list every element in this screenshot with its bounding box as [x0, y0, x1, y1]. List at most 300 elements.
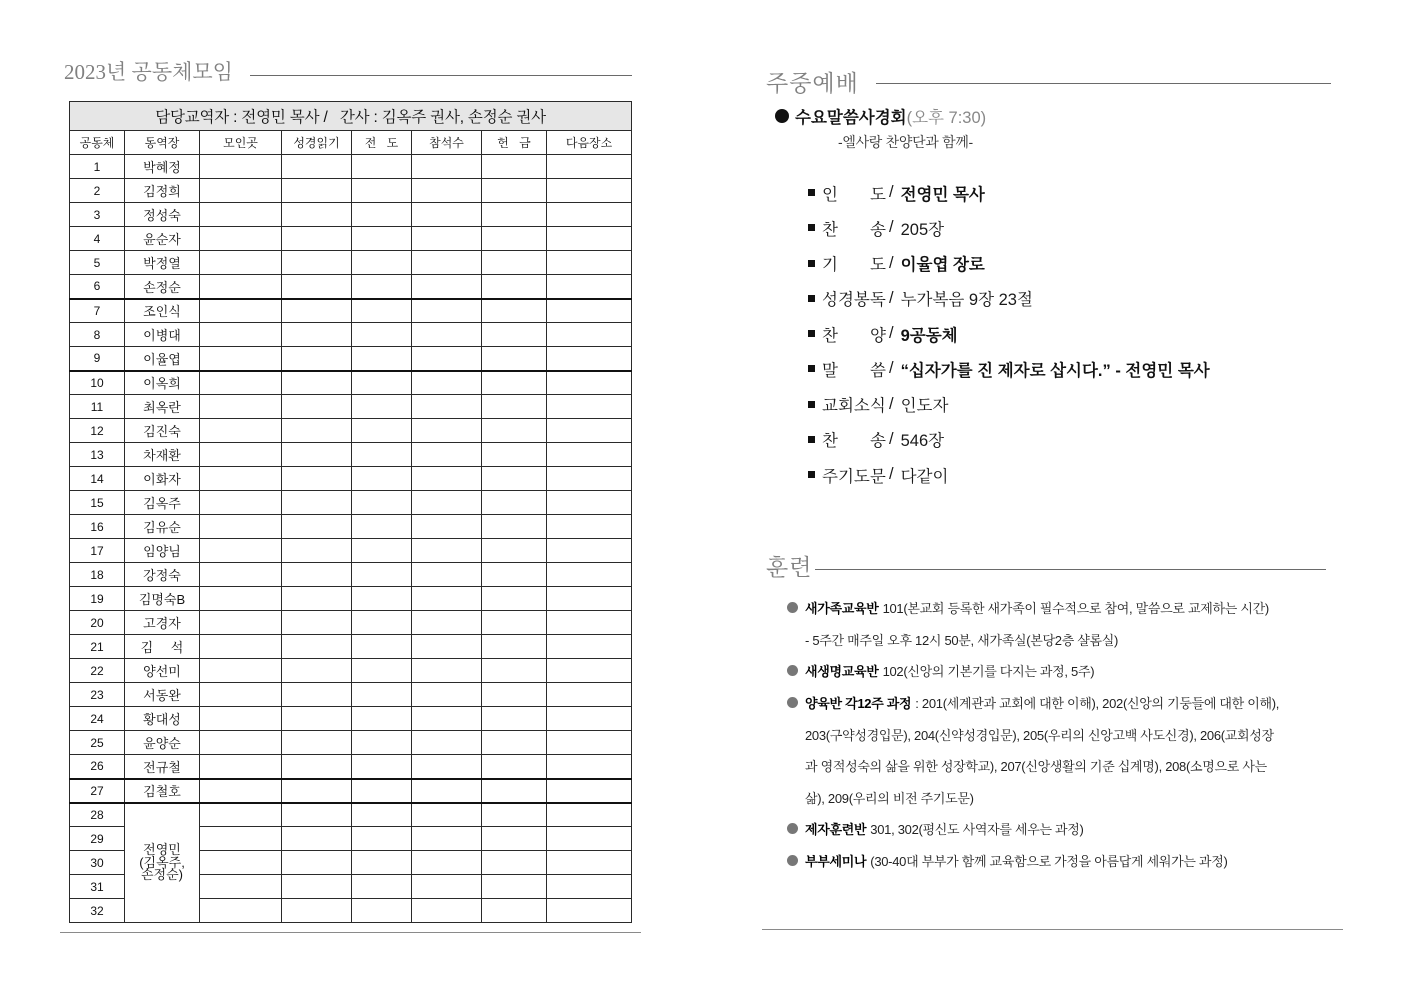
attendance-cell [412, 275, 482, 299]
col-header-evangelism: 전 도 [352, 131, 412, 155]
bible-reading-cell [282, 587, 352, 611]
training-label: 새생명교육반 [805, 664, 879, 680]
table-row [70, 611, 632, 635]
group-number-cell: 15 [70, 491, 125, 515]
next-place-cell [547, 515, 632, 539]
title-rule [250, 75, 632, 76]
table-row [70, 755, 632, 779]
table-row [70, 251, 632, 275]
col-header-group: 공동체 [70, 131, 125, 155]
group-number-cell: 9 [70, 347, 125, 371]
bullet-icon [787, 823, 798, 834]
order-separator: / [889, 394, 894, 413]
evangelism-cell [352, 731, 412, 755]
order-label: 교회소식 [822, 397, 886, 416]
next-place-cell [547, 227, 632, 251]
order-value: “십자가를 진 제자로 삽시다.” - 전영민 목사 [900, 361, 1210, 380]
training-title: 훈련 [766, 555, 813, 580]
attendance-cell [412, 539, 482, 563]
order-value: 인도자 [900, 397, 949, 416]
bible-reading-cell [282, 443, 352, 467]
meeting-place-cell [200, 635, 282, 659]
table-row [70, 731, 632, 755]
group-number-cell: 21 [70, 635, 125, 659]
group-number-cell: 23 [70, 683, 125, 707]
group-number-cell: 5 [70, 251, 125, 275]
attendance-cell [412, 755, 482, 779]
order-separator: / [889, 253, 894, 272]
training-item-new-life [787, 655, 1279, 687]
community-meeting-table [69, 101, 632, 923]
training-item-nurture [787, 687, 1279, 813]
group-number-cell: 14 [70, 467, 125, 491]
next-place-cell [547, 419, 632, 443]
next-place-cell [547, 371, 632, 395]
attendance-cell [412, 731, 482, 755]
evangelism-cell [352, 491, 412, 515]
square-bullet-icon [808, 365, 815, 372]
order-item-prayer [808, 246, 1210, 281]
group-leader-cell: 윤양순 [125, 731, 200, 755]
group-leader-cell: 고경자 [125, 611, 200, 635]
attendance-cell [412, 491, 482, 515]
attendance-cell [412, 395, 482, 419]
group-leader-cell: 김유순 [125, 515, 200, 539]
bible-reading-cell [282, 851, 352, 875]
evangelism-cell [352, 275, 412, 299]
evangelism-cell [352, 875, 412, 899]
bible-reading-cell [282, 323, 352, 347]
order-label: 찬 양 [822, 326, 886, 345]
evangelism-cell [352, 323, 412, 347]
meeting-place-cell [200, 611, 282, 635]
table-row [70, 155, 632, 179]
training-label: 양육반 각12주 과정 [805, 696, 912, 712]
evangelism-cell [352, 611, 412, 635]
order-value: 이율엽 장로 [900, 256, 985, 275]
attendance-cell [412, 851, 482, 875]
evangelism-cell [352, 419, 412, 443]
training-list [787, 592, 1279, 876]
group-number-cell: 24 [70, 707, 125, 731]
evangelism-cell [352, 203, 412, 227]
attendance-cell [412, 515, 482, 539]
col-header-leader: 동역장 [125, 131, 200, 155]
offering-cell [482, 179, 547, 203]
offering-cell [482, 683, 547, 707]
group-number-cell: 31 [70, 875, 125, 899]
evangelism-cell [352, 803, 412, 827]
attendance-cell [412, 251, 482, 275]
evangelism-cell [352, 371, 412, 395]
order-item-announcements [808, 387, 1210, 422]
offering-cell [482, 443, 547, 467]
attendance-cell [412, 419, 482, 443]
offering-cell [482, 587, 547, 611]
group-number-cell: 10 [70, 371, 125, 395]
attendance-cell [412, 611, 482, 635]
order-separator: / [889, 183, 894, 202]
offering-cell [482, 659, 547, 683]
group-number-cell: 2 [70, 179, 125, 203]
table-row [70, 803, 632, 827]
meeting-place-cell [200, 803, 282, 827]
order-item-praise [808, 316, 1210, 351]
square-bullet-icon [808, 471, 815, 478]
offering-cell [482, 491, 547, 515]
bible-reading-cell [282, 563, 352, 587]
meeting-place-cell [200, 731, 282, 755]
group-leader-cell: 이화자 [125, 467, 200, 491]
evangelism-cell [352, 755, 412, 779]
training-text: 102(신앙의 기본기를 다지는 과정, 5주) [882, 664, 1095, 680]
offering-cell [482, 779, 547, 803]
group-number-cell: 4 [70, 227, 125, 251]
order-value: 9공동체 [900, 326, 958, 345]
next-place-cell [547, 875, 632, 899]
staff-row [70, 102, 632, 131]
group-leader-cell: 최옥란 [125, 395, 200, 419]
bible-reading-cell [282, 347, 352, 371]
order-value: 205장 [900, 220, 945, 239]
attendance-cell [412, 155, 482, 179]
group-number-cell: 13 [70, 443, 125, 467]
group-leader-cell: 김 석 [125, 635, 200, 659]
group-number-cell: 12 [70, 419, 125, 443]
table-row [70, 203, 632, 227]
order-item-scripture [808, 281, 1210, 316]
evangelism-cell [352, 467, 412, 491]
training-text-line: 203(구약성경입문), 204(신약성경입문), 205(우리의 신앙고백 사도신경), 206(교회성장 [805, 727, 1274, 743]
table-row [70, 707, 632, 731]
bible-reading-cell [282, 899, 352, 923]
table-row [70, 683, 632, 707]
meeting-place-cell [200, 587, 282, 611]
square-bullet-icon [808, 330, 815, 337]
service-name: 수요말씀사경회 [795, 109, 907, 127]
group-leader-cell: 이율엽 [125, 347, 200, 371]
next-place-cell [547, 299, 632, 323]
table-row [70, 659, 632, 683]
order-separator: / [889, 218, 894, 237]
bible-reading-cell [282, 179, 352, 203]
order-label: 성경봉독 [822, 291, 886, 310]
order-label: 찬 송 [822, 432, 886, 451]
next-place-cell [547, 539, 632, 563]
attendance-cell [412, 779, 482, 803]
group-number-cell: 30 [70, 851, 125, 875]
bible-reading-cell [282, 371, 352, 395]
evangelism-cell [352, 827, 412, 851]
weekly-title-rule [876, 83, 1331, 84]
evangelism-cell [352, 779, 412, 803]
table-body [70, 155, 632, 923]
group-leader-cell: 김진숙 [125, 419, 200, 443]
offering-cell [482, 467, 547, 491]
group-leader-cell: 김철호 [125, 779, 200, 803]
group-number-cell: 28 [70, 803, 125, 827]
meeting-place-cell [200, 659, 282, 683]
evangelism-cell [352, 707, 412, 731]
meeting-place-cell [200, 683, 282, 707]
order-value: 전영민 목사 [900, 185, 985, 204]
bible-reading-cell [282, 467, 352, 491]
next-place-cell [547, 347, 632, 371]
bullet-icon [787, 855, 798, 866]
community-section-title: 2023년 공동체모임 [64, 60, 233, 84]
evangelism-cell [352, 515, 412, 539]
meeting-place-cell [200, 779, 282, 803]
attendance-cell [412, 323, 482, 347]
group-leader-cell: 강정숙 [125, 563, 200, 587]
attendance-cell [412, 227, 482, 251]
next-place-cell [547, 323, 632, 347]
order-value: 누가복음 9장 23절 [900, 291, 1033, 310]
order-value: 다같이 [900, 467, 949, 486]
attendance-cell [412, 875, 482, 899]
attendance-cell [412, 707, 482, 731]
attendance-cell [412, 635, 482, 659]
evangelism-cell [352, 563, 412, 587]
bible-reading-cell [282, 395, 352, 419]
meeting-place-cell [200, 395, 282, 419]
bible-reading-cell [282, 227, 352, 251]
order-item-closing-hymn [808, 422, 1210, 457]
order-separator: / [889, 465, 894, 484]
group-leader-cell: 박혜정 [125, 155, 200, 179]
order-separator: / [889, 429, 894, 448]
meeting-place-cell [200, 467, 282, 491]
col-header-bible-reading: 성경읽기 [282, 131, 352, 155]
table-row [70, 275, 632, 299]
attendance-cell [412, 803, 482, 827]
order-label: 말 씀 [822, 361, 886, 380]
attendance-cell [412, 179, 482, 203]
offering-cell [482, 539, 547, 563]
training-label: 부부세미나 [805, 854, 867, 870]
order-separator: / [889, 359, 894, 378]
square-bullet-icon [808, 295, 815, 302]
col-header-attendance: 참석수 [412, 131, 482, 155]
meeting-place-cell [200, 251, 282, 275]
group-leader-cell: 전규철 [125, 755, 200, 779]
evangelism-cell [352, 851, 412, 875]
table-row [70, 779, 632, 803]
meeting-place-cell [200, 851, 282, 875]
service-order [808, 175, 1210, 492]
group-leader-cell: 이병대 [125, 323, 200, 347]
square-bullet-icon [808, 401, 815, 408]
group-leader-cell: 서동완 [125, 683, 200, 707]
order-separator: / [889, 288, 894, 307]
table-row [70, 299, 632, 323]
bullet-icon [787, 602, 798, 613]
square-bullet-icon [808, 436, 815, 443]
meeting-place-cell [200, 227, 282, 251]
col-header-next-place: 다음장소 [547, 131, 632, 155]
evangelism-cell [352, 347, 412, 371]
training-label: 제자훈련반 [805, 822, 867, 838]
attendance-cell [412, 299, 482, 323]
offering-cell [482, 371, 547, 395]
meeting-place-cell [200, 299, 282, 323]
next-place-cell [547, 467, 632, 491]
next-place-cell [547, 827, 632, 851]
meeting-place-cell [200, 875, 282, 899]
meeting-place-cell [200, 755, 282, 779]
training-item-new-family [787, 592, 1279, 655]
offering-cell [482, 347, 547, 371]
offering-cell [482, 323, 547, 347]
bible-reading-cell [282, 683, 352, 707]
offering-cell [482, 227, 547, 251]
evangelism-cell [352, 395, 412, 419]
table-row [70, 179, 632, 203]
order-label: 인 도 [822, 185, 886, 204]
training-text: 101(본교회 등록한 새가족이 필수적으로 참여, 말씀으로 교제하는 시간) [882, 601, 1269, 617]
bullet-icon [787, 697, 798, 708]
offering-cell [482, 803, 547, 827]
circle-bullet-icon [775, 109, 789, 123]
table-row [70, 635, 632, 659]
offering-cell [482, 155, 547, 179]
offering-cell [482, 515, 547, 539]
next-place-cell [547, 803, 632, 827]
evangelism-cell [352, 155, 412, 179]
training-text-line: 삶), 209(우리의 비전 주기도문) [805, 790, 974, 806]
bible-reading-cell [282, 203, 352, 227]
order-label: 주기도문 [822, 467, 886, 486]
meeting-place-cell [200, 899, 282, 923]
bible-reading-cell [282, 707, 352, 731]
shared-leader-line: 손정순) [140, 867, 183, 882]
group-number-cell: 7 [70, 299, 125, 323]
group-leader-cell: 박정열 [125, 251, 200, 275]
shared-leader-line: 전영민 [143, 842, 181, 857]
group-number-cell: 22 [70, 659, 125, 683]
offering-cell [482, 731, 547, 755]
bible-reading-cell [282, 275, 352, 299]
training-text: : 201(세계관과 교회에 대한 이해), 202(신앙의 기둥들에 대한 이해), [915, 696, 1280, 712]
offering-cell [482, 203, 547, 227]
left-page-bottom-rule [60, 932, 641, 933]
bible-reading-cell [282, 419, 352, 443]
table-row [70, 395, 632, 419]
next-place-cell [547, 251, 632, 275]
next-place-cell [547, 779, 632, 803]
group-leader-cell: 임양님 [125, 539, 200, 563]
evangelism-cell [352, 683, 412, 707]
group-number-cell: 17 [70, 539, 125, 563]
group-number-cell: 18 [70, 563, 125, 587]
offering-cell [482, 563, 547, 587]
bible-reading-cell [282, 635, 352, 659]
group-number-cell: 6 [70, 275, 125, 299]
offering-cell [482, 275, 547, 299]
bible-reading-cell [282, 659, 352, 683]
attendance-cell [412, 203, 482, 227]
bible-reading-cell [282, 731, 352, 755]
group-leader-cell: 김명숙B [125, 587, 200, 611]
meeting-place-cell [200, 203, 282, 227]
next-place-cell [547, 179, 632, 203]
next-place-cell [547, 899, 632, 923]
training-item-couples-seminar [787, 845, 1279, 877]
attendance-cell [412, 563, 482, 587]
group-leader-cell: 이옥희 [125, 371, 200, 395]
evangelism-cell [352, 899, 412, 923]
table-row [70, 539, 632, 563]
bible-reading-cell [282, 299, 352, 323]
next-place-cell [547, 659, 632, 683]
evangelism-cell [352, 251, 412, 275]
service-heading [775, 104, 986, 128]
group-number-cell: 19 [70, 587, 125, 611]
table-row [70, 515, 632, 539]
group-leader-cell: 조인식 [125, 299, 200, 323]
group-leader-cell: 윤순자 [125, 227, 200, 251]
group-number-cell: 27 [70, 779, 125, 803]
meeting-place-cell [200, 443, 282, 467]
order-item-hymn [808, 210, 1210, 245]
table-row [70, 371, 632, 395]
group-number-cell: 29 [70, 827, 125, 851]
attendance-cell [412, 443, 482, 467]
bible-reading-cell [282, 755, 352, 779]
next-place-cell [547, 635, 632, 659]
group-leader-cell: 김옥주 [125, 491, 200, 515]
meeting-place-cell [200, 827, 282, 851]
table-row [70, 563, 632, 587]
next-place-cell [547, 683, 632, 707]
group-leader-cell: 손정순 [125, 275, 200, 299]
order-label: 기 도 [822, 256, 886, 275]
training-text-line: - 5주간 매주일 오후 12시 50분, 새가족실(본당2층 샬롬실) [805, 632, 1119, 648]
service-time: (오후 7:30) [906, 109, 987, 127]
attendance-cell [412, 371, 482, 395]
offering-cell [482, 419, 547, 443]
next-place-cell [547, 707, 632, 731]
col-header-offering: 헌 금 [482, 131, 547, 155]
training-title-rule [815, 569, 1326, 570]
bible-reading-cell [282, 827, 352, 851]
order-item-lords-prayer [808, 457, 1210, 492]
offering-cell [482, 707, 547, 731]
table-row [70, 443, 632, 467]
group-leader-cell: 정성숙 [125, 203, 200, 227]
square-bullet-icon [808, 260, 815, 267]
meeting-place-cell [200, 563, 282, 587]
evangelism-cell [352, 539, 412, 563]
attendance-cell [412, 899, 482, 923]
column-header-row [70, 131, 632, 155]
next-place-cell [547, 275, 632, 299]
offering-cell [482, 635, 547, 659]
training-text: (30-40대 부부가 함께 교육함으로 가정을 아름답게 세워가는 과정) [870, 854, 1228, 870]
meeting-place-cell [200, 707, 282, 731]
meeting-place-cell [200, 419, 282, 443]
meeting-place-cell [200, 539, 282, 563]
group-leader-cell: 양선미 [125, 659, 200, 683]
bible-reading-cell [282, 611, 352, 635]
group-number-cell: 16 [70, 515, 125, 539]
bible-reading-cell [282, 539, 352, 563]
shared-leader-cell [125, 803, 200, 923]
table-row [70, 587, 632, 611]
evangelism-cell [352, 179, 412, 203]
evangelism-cell [352, 227, 412, 251]
next-place-cell [547, 755, 632, 779]
